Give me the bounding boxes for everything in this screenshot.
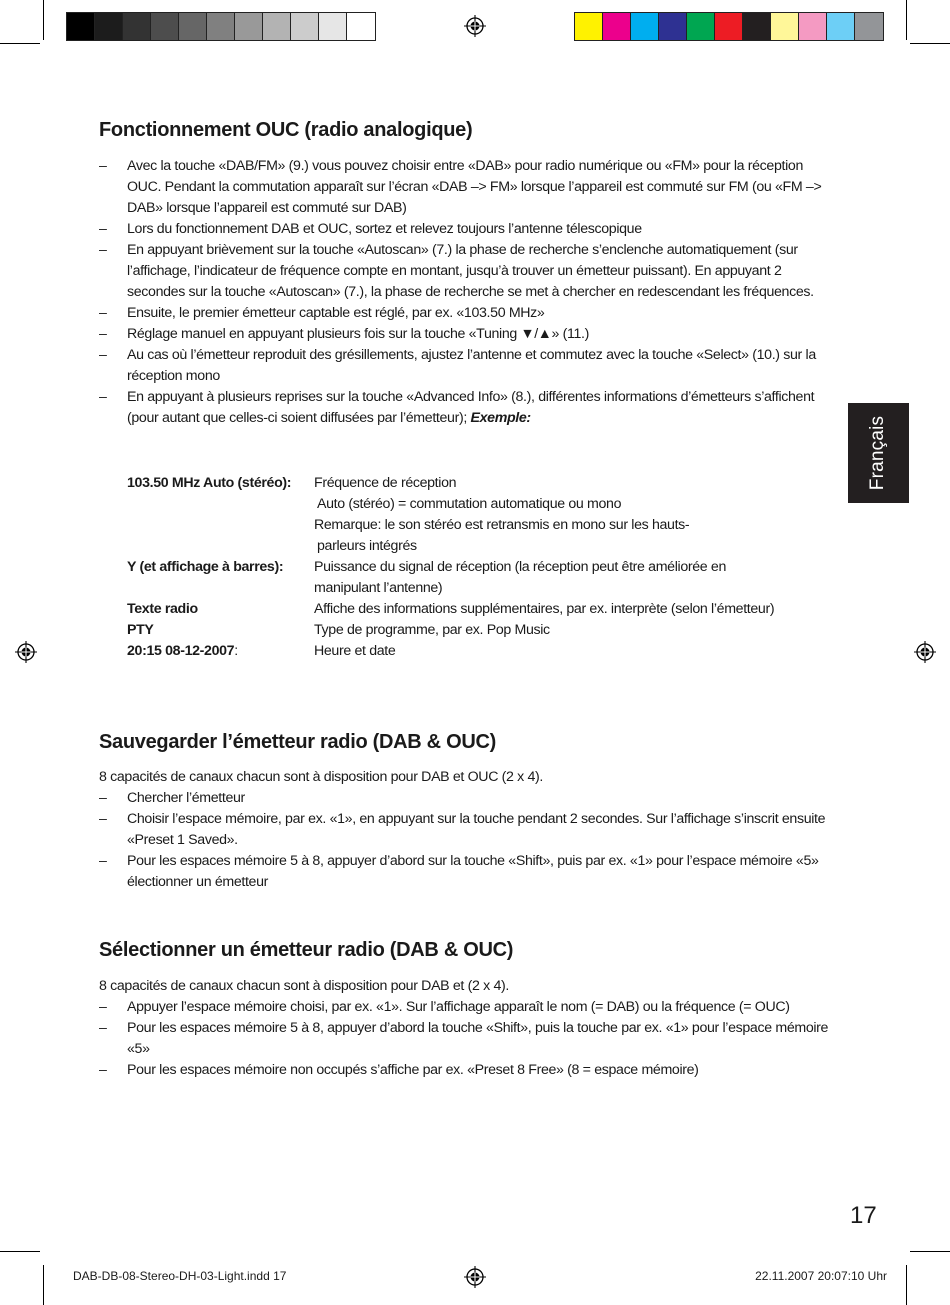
registration-mark-icon <box>464 1266 486 1288</box>
list-item: – Appuyer l’espace mémoire choisi, par ex. «1». Sur l’affichage apparaît le nom (= DAB) ou la fréquence (= OUC) <box>99 997 829 1018</box>
color-swatch <box>319 13 347 40</box>
crop-mark <box>910 1251 950 1252</box>
section-title-select-station: Sélectionner un émetteur radio (DAB & OUC) <box>99 939 514 961</box>
bullet-dash: – <box>99 790 107 806</box>
display-info-table <box>127 473 827 662</box>
list-item: – Choisir l’espace mémoire, par ex. «1», en appuyant sur la touche pendant 2 secondes. Sur l’affichage s’inscrit ensuite «Preset 1 Saved». <box>99 811 826 848</box>
process-color-bar <box>574 12 884 41</box>
bullet-dash: – <box>99 1020 107 1036</box>
list-item: – Pour les espaces mémoire 5 à 8, appuyer d’abord la touche «Shift», puis la touche par ex. «1» pour l’espace mémoire «5» <box>99 1020 829 1057</box>
list-item: – Avec la touche «DAB/FM» (9.) vous pouvez choisir entre «DAB» pour radio numérique ou «FM» pour la réception OUC. Pendant la commutation apparaît sur l’écran «DAB –> FM» lorsque l’appareil est commuté sur FM (ou «FM –> DAB» lorsque l’appareil est commuté sur DAB) <box>99 158 822 216</box>
definition-description: Affiche des informations supplémentaires, par ex. interprète (selon l’émetteur) <box>314 601 775 617</box>
definition-term: PTY <box>127 622 154 638</box>
section-intro: 8 capacités de canaux chacun sont à disposition pour DAB et (2 x 4). <box>99 978 509 994</box>
color-swatch <box>827 13 855 40</box>
bullet-dash: – <box>99 158 107 174</box>
color-swatch <box>659 13 687 40</box>
file-slug: DAB-DB-08-Stereo-DH-03-Light.indd 17 <box>73 1269 287 1283</box>
page-number: 17 <box>850 1202 877 1229</box>
section-intro: 8 capacités de canaux chacun sont à disposition pour DAB et OUC (2 x 4). <box>99 769 544 785</box>
bullet-dash: – <box>99 811 107 827</box>
color-swatch <box>123 13 151 40</box>
list-item: – En appuyant brièvement sur la touche «Autoscan» (7.) la phase de recherche s’enclenche automatiquement (sur l’affichage, l’indicateur de fréquence compte en montant, jusqu’à trouver un émetteur puissant). En appuyant 2 secondes sur la touche «Autoscan» (7.), la phase de recherche se met à chercher en redescendant les fréquences. <box>99 242 814 300</box>
color-swatch <box>179 13 207 40</box>
color-swatch <box>207 13 235 40</box>
example-label: Exemple: <box>470 410 531 426</box>
color-swatch <box>67 13 95 40</box>
definition-row <box>127 620 827 641</box>
section-title-save-station: Sauvegarder l’émetteur radio (DAB & OUC) <box>99 731 496 753</box>
crop-mark <box>906 0 907 40</box>
color-swatch <box>347 13 375 40</box>
definition-term: 103.50 MHz Auto (stéréo): <box>127 475 292 491</box>
bullet-dash: – <box>99 347 107 363</box>
bullet-dash: – <box>99 1062 107 1078</box>
language-tab-label: Français <box>867 415 889 491</box>
list-item: – Au cas où l’émetteur reproduit des grésillements, ajustez l’antenne et commutez avec la touche «Select» (10.) sur la réception mono <box>99 347 816 384</box>
definition-term: Texte radio <box>127 601 198 617</box>
save-instruction-list <box>99 788 829 893</box>
list-item: – Chercher l’émetteur <box>99 788 829 809</box>
grayscale-color-bar <box>66 12 376 41</box>
color-swatch <box>631 13 659 40</box>
crop-mark <box>910 43 950 44</box>
registration-mark-icon <box>15 641 37 663</box>
bullet-dash: – <box>99 242 107 258</box>
color-swatch <box>95 13 123 40</box>
bullet-dash: – <box>99 389 107 405</box>
definition-row <box>127 641 827 662</box>
crop-mark <box>0 43 40 44</box>
list-item: – Lors du fonctionnement DAB et OUC, sortez et relevez toujours l’antenne télescopique <box>99 219 829 240</box>
section-title-ouc: Fonctionnement OUC (radio analogique) <box>99 119 473 141</box>
print-timestamp: 22.11.2007 20:07:10 Uhr <box>755 1269 887 1283</box>
language-tab <box>848 403 909 503</box>
color-swatch <box>743 13 771 40</box>
registration-mark-icon <box>914 641 936 663</box>
color-swatch <box>235 13 263 40</box>
color-swatch <box>799 13 827 40</box>
select-instruction-list <box>99 997 829 1081</box>
definition-description: Puissance du signal de réception (la réception peut être améliorée en manipulant l’antenne) <box>314 559 726 596</box>
bullet-dash: – <box>99 305 107 321</box>
definition-row <box>127 473 827 557</box>
definition-term: 20:15 08-12-2007: <box>127 643 238 659</box>
definition-description: Type de programme, par ex. Pop Music <box>314 622 550 638</box>
list-item: – En appuyant à plusieurs reprises sur la touche «Advanced Info» (8.), différentes informations d’émetteurs s’affichent (pour autant que celles-ci soient diffusées par l’émetteur); Exemple: <box>99 389 815 426</box>
bullet-dash: – <box>99 326 107 342</box>
color-swatch <box>263 13 291 40</box>
ouc-instruction-list <box>99 156 829 429</box>
color-swatch <box>603 13 631 40</box>
crop-mark <box>43 0 44 40</box>
crop-mark <box>43 1265 44 1305</box>
color-swatch <box>291 13 319 40</box>
color-swatch <box>715 13 743 40</box>
bullet-dash: – <box>99 221 107 237</box>
definition-description: Fréquence de réception Auto (stéréo) = commutation automatique ou mono Remarque: le son stéréo est retransmis en mono sur les hauts- parleurs intégrés <box>314 475 690 554</box>
bullet-dash: – <box>99 999 107 1015</box>
color-swatch <box>771 13 799 40</box>
definition-description: Heure et date <box>314 643 396 659</box>
list-item: – Réglage manuel en appuyant plusieurs fois sur la touche «Tuning ▼/▲» (11.) <box>99 324 829 345</box>
list-item: – Ensuite, le premier émetteur captable est réglé, par ex. «103.50 MHz» <box>99 303 829 324</box>
definition-row <box>127 557 827 599</box>
definition-row <box>127 599 827 620</box>
definition-term: Y (et affichage à barres): <box>127 559 284 575</box>
color-swatch <box>687 13 715 40</box>
crop-mark <box>0 1251 40 1252</box>
crop-mark <box>906 1265 907 1305</box>
color-swatch <box>151 13 179 40</box>
color-swatch <box>855 13 883 40</box>
list-item: – Pour les espaces mémoire 5 à 8, appuyer d’abord sur la touche «Shift», puis par ex. «1» pour l’espace mémoire «5» électionner un émetteur <box>99 853 819 890</box>
registration-mark-icon <box>464 15 486 37</box>
list-item: – Pour les espaces mémoire non occupés s’affiche par ex. «Preset 8 Free» (8 = espace mémoire) <box>99 1060 829 1081</box>
bullet-dash: – <box>99 853 107 869</box>
color-swatch <box>575 13 603 40</box>
